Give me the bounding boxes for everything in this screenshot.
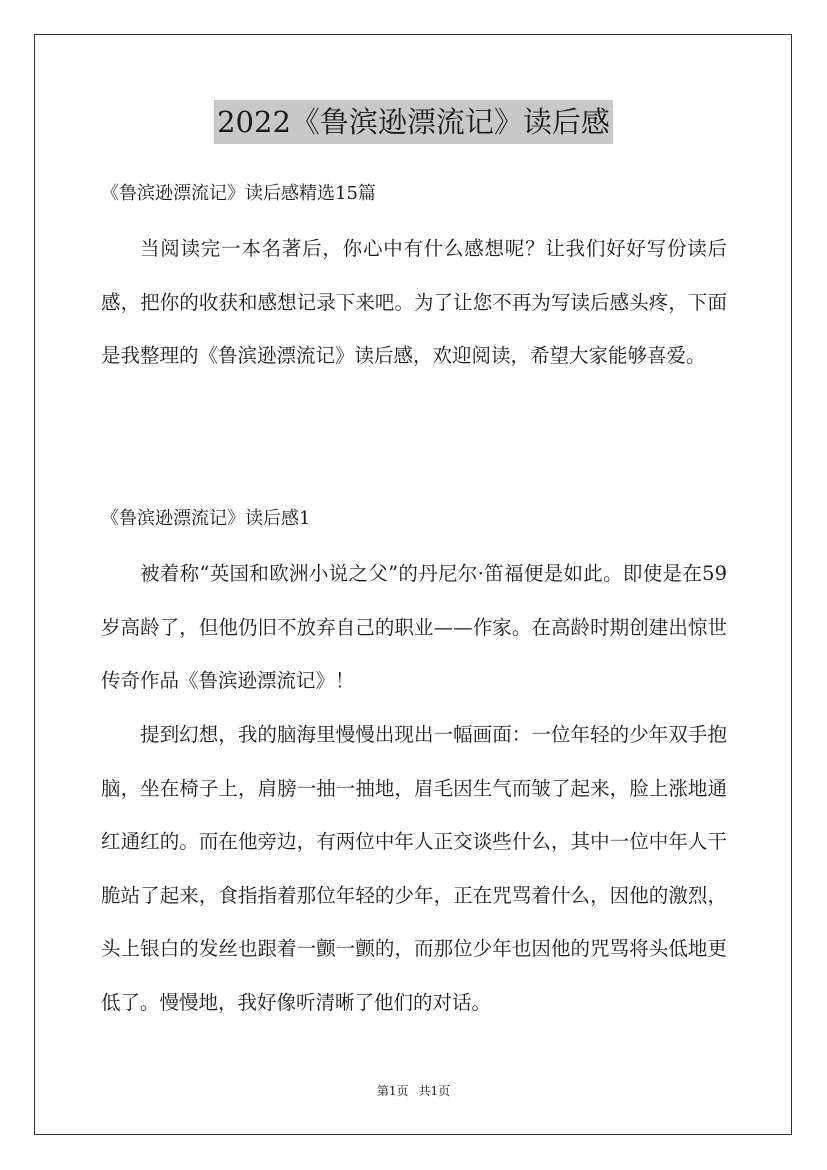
document-title [0,100,827,144]
body-paragraph-1: 被着称“英国和欧洲小说之父”的丹尼尔·笛福便是如此。即使是在59岁高龄了，但他仍旧不放弃自己的职业——作家。在高龄时期创建出惊世传奇作品《鲁滨逊漂流记》！ [101,562,727,692]
page-number-current: 第1页 [376,1084,409,1098]
page-footer [0,1083,827,1099]
body-paragraph-2: 提到幻想，我的脑海里慢慢出现出一幅画面：一位年轻的少年双手抱脑，坐在椅子上，肩膀一抽一抽地，眉毛因生气而皱了起来，脸上涨地通红通红的。而在他旁边，有两位中年人正交谈些什么，其中一位中年人干脆站了起来，食指指着那位年轻的少年，正在咒骂着什么，因他的激烈，头上银白的发丝也跟着一颤一颤的，而那位少年也因他的咒骂将头低地更低了。慢慢地，我好像听清晰了他们的对话。 [101,723,727,1014]
document-subtitle: 《鲁滨逊漂流记》读后感精选15篇 [101,183,376,204]
document-title-text: 2022《鲁滨逊漂流记》读后感 [214,100,613,144]
intro-paragraph: 当阅读完一本名著后，你心中有什么感想呢？让我们好好写份读后感，把你的收获和感想记录下来吧。为了让您不再为写读后感头疼，下面是我整理的《鲁滨逊漂流记》读后感，欢迎阅读，希望大家能够喜爱。 [101,237,727,367]
page-number-total: 共1页 [418,1084,451,1098]
section-heading: 《鲁滨逊漂流记》读后感1 [101,508,311,529]
